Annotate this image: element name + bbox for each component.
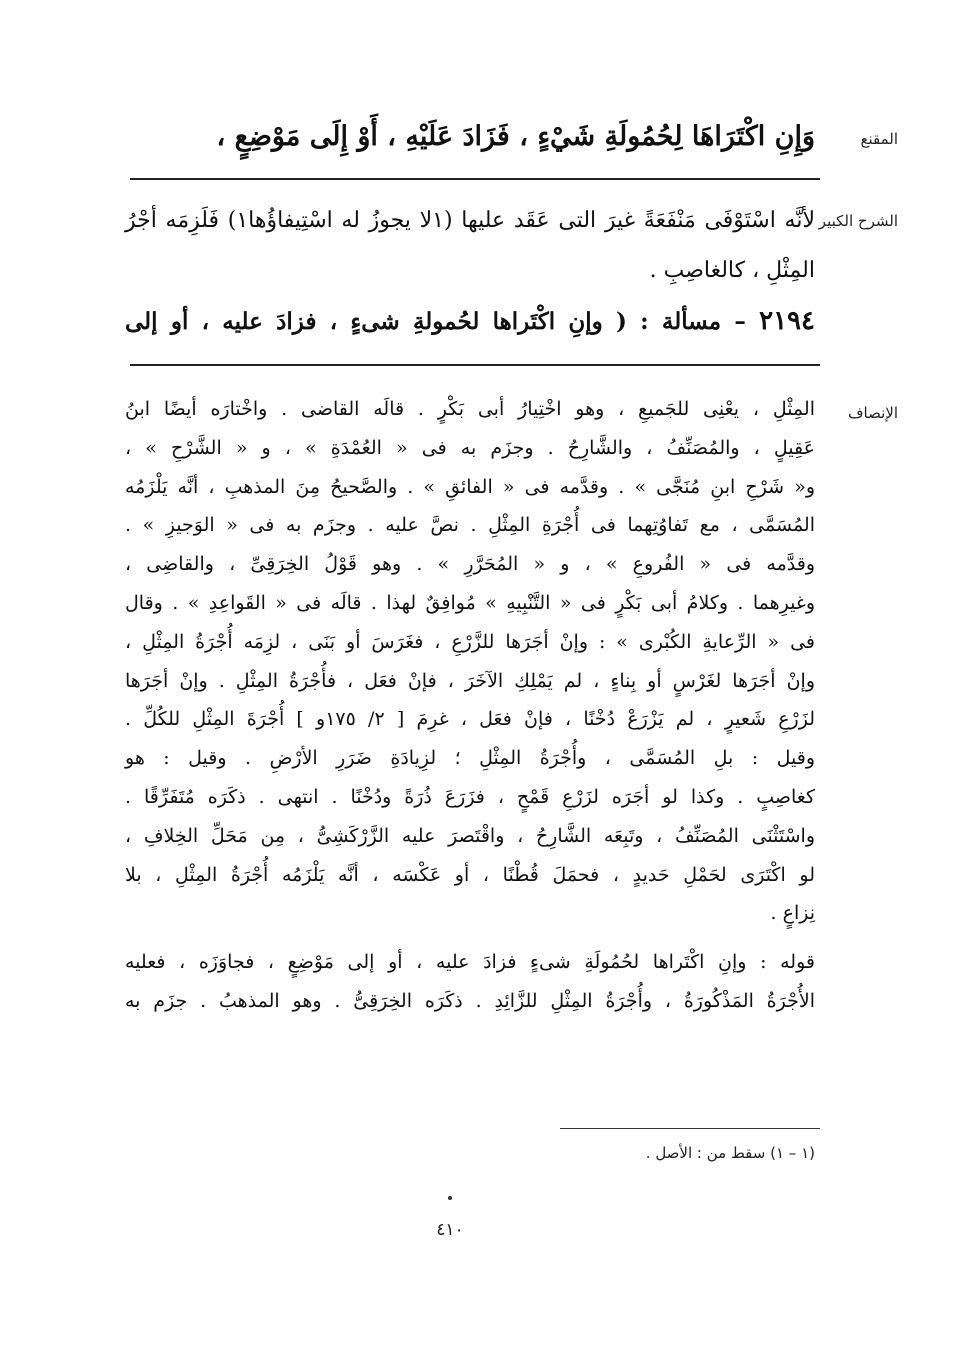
insaf-line: قوله : وإنِ اكْتَراها لحُمُولَةِ شىءٍ فزادَ عليه ، أو إلى مَوْضِعٍ ، فجاوَزَه ، فعليه [125,951,815,974]
masala-text: – مسألة : ( وإنِ اكْتَراها لحُمولةِ شىءٍ ، فزادَ عليه ، أو إلى [125,308,746,335]
insaf-line: عَقِيلٍ ، والمُصَنِّفُ ، والشَّارِحُ . وجزَم به فى « العُمْدَةِ » ، و « الشَّرْحِ » ، [125,436,815,459]
muqni-label: المقنع [860,130,898,148]
page-number: ٤١٠ [436,1220,464,1240]
insaf-paragraph [125,390,815,933]
insaf-line: المُسَمَّى ، مع تَفاوُتِهما فى أُجْرَةِ المِثْلِ . نصَّ عليه . وجزَم به فى « الوَجيزِ » . [125,514,815,537]
insaf-line: لو اكْتَرَى لحَمْلِ حَديدٍ ، فحمَلَ قُطْنًا ، أو عَكْسَه ، أنَّه يَلْزَمُه أُجْرَةُ المِثْلِ ، بلا [125,863,815,886]
insaf-line: فى « الرِّعايةِ الكُبْرى » : وإنْ أجَرَها للزَّرْعِ ، فغَرَسَ أو بَنَى ، لزِمَه أُجْرَةُ المِثْلِ ، [125,630,815,653]
insaf-line: واسْتَثْنَى المُصَنِّفُ ، وتَبِعَه الشَّارِحُ ، واقْتَصرَ عليه الزَّرْكَشِىُّ ، مِن مَحَلِّ الخِلافِ ، [125,824,815,847]
insaf-label: الإنصاف [847,404,898,422]
sharh-line: المِثْلِ ، كالغاصِبِ . [649,258,815,283]
insaf-section [0,384,960,1124]
sharh-section [0,188,960,358]
insaf-line: وغيرِهما . وكلامُ أبى بَكْرٍ فى « التَّنْبِيهِ » مُوافِقٌ لهذا . قالَه فى « القَواعِدِ » . وقال [125,591,815,614]
insaf-text [125,390,815,1021]
insaf-paragraph [125,943,815,1021]
muqni-text: وَإِنِ اكْتَرَاهَا لِحُمُولَةِ شَيْءٍ ، فَزَادَ عَلَيْهِ ، أَوْ إِلَى مَوْضِعٍ ، [216,121,815,152]
page-dot [448,1196,452,1200]
insaf-line: كغاصِبٍ . وكذا لو أجَرَه لزَرْعِ قَمْحٍ ، فزَرَعَ ذُرَةً ودُخْنًا . انتهى . ذكَرَه مُتَفَرِّقًا . [125,785,815,808]
insaf-line: و« شَرْحِ ابنِ مُنَجَّى » . وقدَّمه فى « الفائقِ » . والصَّحيحُ مِنَ المذهبِ ، أنَّه يَلْزَمُه [125,475,815,498]
insaf-line: نِزاعٍ . [770,902,815,925]
section-divider [130,178,820,180]
insaf-line: وقدَّمه فى « الفُروعِ » ، و « المُحَرَّرِ » . وهو قَوْلُ الخِرَقِىِّ ، والقاضِى ، [125,553,815,576]
masala-heading [125,296,815,347]
sharh-text [125,196,815,347]
insaf-line: لزَرْعِ شَعيرٍ ، لم يَزْرَعْ دُخْنًا ، فإنْ فعَل ، غرِمَ [ ٢/ ١٧٥و ] أُجْرَةَ المِثْلِ للكُلِّ . [125,708,815,731]
insaf-line: المِثْلِ ، يعْنِى للجَميعِ ، وهو اخْتِيارُ أبى بَكْرٍ . قالَه القاضى . واخْتارَه أيضًا ابنُ [125,398,815,420]
masala-number: ٢١٩٤ [759,306,815,336]
footnote: (١ – ١) سقط من : الأصل . [645,1144,815,1162]
insaf-line: الأُجْرَةُ المَذْكُورَةُ ، وأُجْرَةُ المِثْلِ للزَّائِدِ . ذكَرَه الخِرَقِىُّ . وهو المذهبُ . جزَم به [125,989,815,1012]
footnote-divider [560,1128,820,1129]
sharh-label: الشرح الكبير [818,212,898,230]
section-divider [130,364,820,366]
insaf-line: وقيل : بلِ المُسَمَّى ، وأُجْرَةُ المِثْلِ ؛ لزِيادَةِ ضَرَرِ الأرْضِ . وقيل : هو [125,747,815,770]
insaf-line: وإنْ أجَرَها لغَرْسٍ أو بِناءٍ ، لم يَمْلِكِ الآخَرَ ، فإنْ فعَل ، فأُجْرَةُ المِثْلِ . وإنْ أجَرَها [125,669,815,692]
muqni-section [0,108,960,168]
sharh-line: لأنَّه اسْتَوْفَى مَنْفَعَةً غيرَ التى عَقَد عليها (١لا يجوزُ له اسْتِيفاؤُها١) فَلَزِمَه أجْرُ [125,208,815,233]
